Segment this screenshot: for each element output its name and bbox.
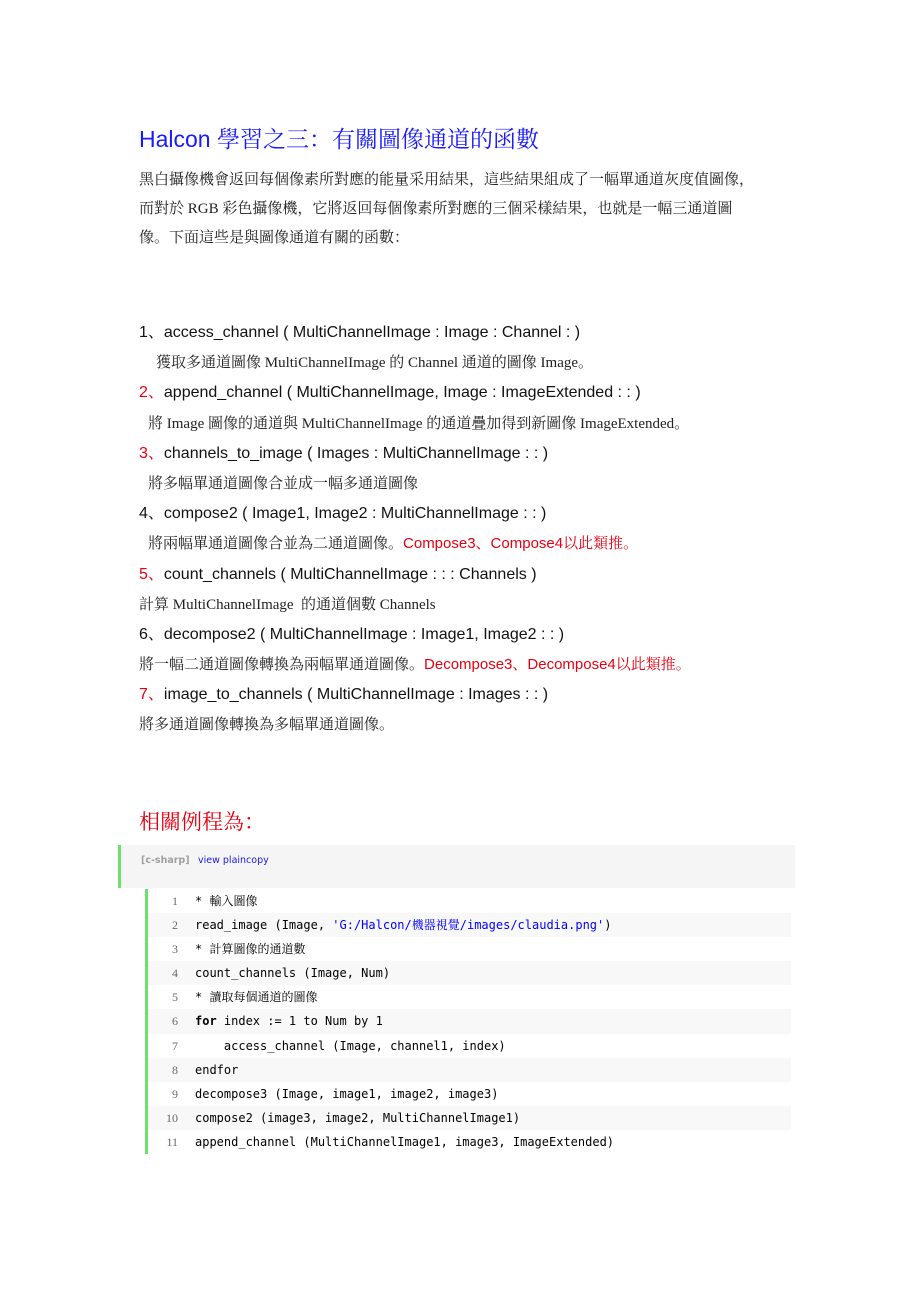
line-number: 11 <box>166 1134 178 1149</box>
line-number: 9 <box>172 1086 178 1101</box>
code-toolbar <box>118 845 795 888</box>
line-number: 5 <box>172 990 178 1005</box>
function-list <box>139 318 819 741</box>
function-description: 將多通道圖像轉換為多幅單通道圖像。 <box>139 717 395 734</box>
intro-paragraph <box>139 166 799 253</box>
description-text: 將一幅二通道圖像轉換為兩幅單通道圖像。 <box>139 657 425 674</box>
function-signature: access_channel ( MultiChannelImage : Image : Channel : ) <box>163 324 581 341</box>
line-number: 2 <box>172 918 178 933</box>
code-text: append_channel (MultiChannelImage1, image3, ImageExtended) <box>195 1134 615 1149</box>
code-text: decompose3 (Image, image1, image2, image3) <box>195 1086 499 1101</box>
example-heading: 相關例程為： <box>139 810 265 834</box>
code-line <box>148 937 791 961</box>
code-string: 'G:/Halcon/機器視覺/images/claudia.png' <box>332 918 605 933</box>
code-text: * 輸入圖像 <box>195 894 258 908</box>
function-item <box>139 680 819 710</box>
function-signature: channels_to_image ( Images : MultiChannelImage : : ) <box>163 444 549 462</box>
function-signature: image_to_channels ( MultiChannelImage : Images : : ) <box>163 686 549 704</box>
code-line <box>148 961 791 985</box>
code-text: * 計算圖像的通道數 <box>195 942 306 957</box>
code-text <box>195 1009 383 1033</box>
item-number: 4、 <box>139 505 164 523</box>
code-line <box>148 1034 791 1058</box>
line-number: 4 <box>172 966 178 981</box>
code-text: endfor <box>195 1062 239 1077</box>
description-highlight: Decompose3、Decompose4 <box>424 656 616 674</box>
function-description <box>139 650 819 680</box>
code-plain: index := 1 to Num by 1 <box>216 1014 383 1029</box>
item-number: 5、 <box>139 565 164 583</box>
item-number: 6、 <box>139 625 164 643</box>
view-plain-copy-link[interactable]: view plaincopy <box>198 855 269 866</box>
line-number: 8 <box>172 1062 178 1077</box>
code-line <box>148 1082 791 1106</box>
function-item <box>139 499 819 529</box>
code-plain: ) <box>604 918 612 933</box>
line-number: 6 <box>172 1014 178 1029</box>
code-text: * 讀取每個通道的圖像 <box>195 990 318 1005</box>
code-line <box>148 913 791 937</box>
line-number: 7 <box>172 1038 178 1053</box>
item-number: 2、 <box>139 384 164 402</box>
code-language-label: [c-sharp] <box>141 855 190 866</box>
code-text: compose2 (image3, image2, MultiChannelImage1) <box>195 1110 521 1125</box>
code-text: access_channel (Image, channel1, index) <box>195 1038 506 1053</box>
description-highlight-suffix: 以此類推。 <box>615 657 691 674</box>
code-line <box>148 985 791 1009</box>
code-line <box>148 1009 791 1033</box>
item-number: 1、 <box>139 324 164 341</box>
function-item <box>139 318 819 348</box>
description-text: 將兩幅單通道圖像合並為二通道圖像。 <box>148 536 404 553</box>
code-text <box>195 913 611 937</box>
function-signature: append_channel ( MultiChannelImage, Image : ImageExtended : : ) <box>163 384 641 402</box>
line-number: 10 <box>166 1110 178 1125</box>
code-block <box>145 889 791 1154</box>
function-description: 將多幅單通道圖像合並成一幅多通道圖像 <box>148 475 419 492</box>
code-keyword: for <box>195 1014 217 1029</box>
function-signature: compose2 ( Image1, Image2 : MultiChannelImage : : ) <box>163 505 547 523</box>
code-line <box>148 1058 791 1082</box>
description-highlight: Compose3、Compose4 <box>403 535 564 553</box>
line-number: 1 <box>172 894 178 908</box>
line-number: 3 <box>172 942 178 957</box>
code-line <box>148 889 791 913</box>
code-plain: read_image (Image, <box>195 918 333 933</box>
function-description: 獲取多通道圖像 MultiChannelImage 的 Channel 通道的圖像 Image。 <box>156 355 594 372</box>
intro-line: 而對於 RGB 彩色攝像機，它將返回每個像素所對應的三個采樣結果，也就是一幅三通道圖 <box>139 201 733 217</box>
code-line <box>148 1130 791 1154</box>
function-description: 計算 MultiChannelImage 的通道個數 Channels <box>139 596 436 613</box>
function-description: 將 Image 圖像的通道與 MultiChannelImage 的通道疊加得到新圖像 ImageExtended。 <box>148 415 690 432</box>
function-description <box>139 529 819 559</box>
code-text: count_channels (Image, Num) <box>195 966 391 981</box>
page-title: Halcon 學習之三：有關圖像通道的函數 <box>139 126 539 152</box>
function-item <box>139 560 819 590</box>
intro-line: 像。下面這些是與圖像通道有關的函數： <box>139 230 410 246</box>
function-item <box>139 378 819 408</box>
code-line <box>148 1106 791 1130</box>
function-signature: count_channels ( MultiChannelImage : : : Channels ) <box>163 565 537 583</box>
item-number: 3、 <box>139 444 164 462</box>
description-highlight-suffix: 以此類推。 <box>563 536 639 553</box>
intro-line: 黑白攝像機會返回每個像素所對應的能量采用結果，這些結果組成了一幅單通道灰度值圖像， <box>139 172 755 188</box>
function-item <box>139 620 819 650</box>
function-signature: decompose2 ( MultiChannelImage : Image1, Image2 : : ) <box>163 625 565 643</box>
function-item <box>139 439 819 469</box>
item-number: 7、 <box>139 686 164 704</box>
